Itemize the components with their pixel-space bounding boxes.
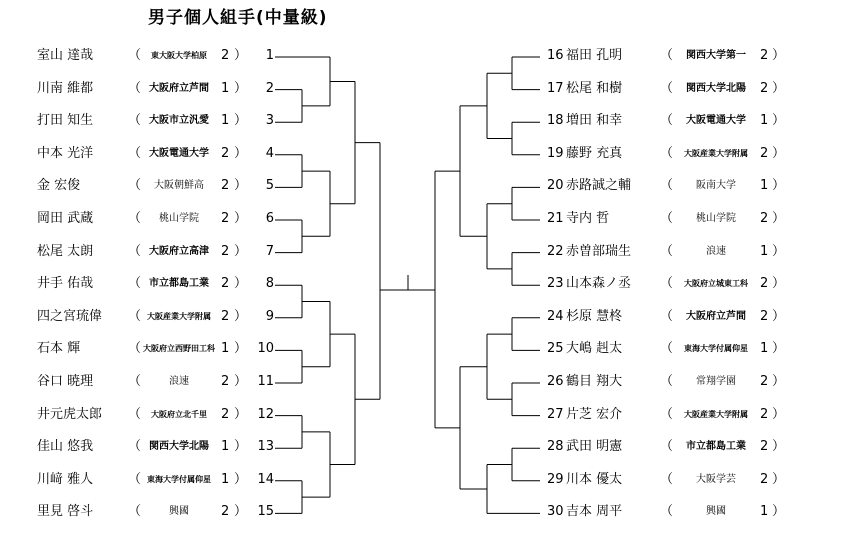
- open-paren: （: [128, 471, 142, 487]
- school-name: 大阪府立北千里: [151, 409, 207, 419]
- open-paren: （: [128, 276, 142, 292]
- grade: 1: [760, 243, 769, 259]
- entry-number: 9: [265, 308, 274, 324]
- grade: 2: [760, 145, 769, 161]
- open-paren: （: [660, 504, 674, 520]
- entrant-name: 武田 明憲: [566, 439, 623, 455]
- entry-number: 30: [547, 504, 564, 520]
- school-name: 阪南大学: [696, 180, 736, 192]
- school-name: 関西大学第一: [686, 50, 746, 61]
- entry-number: 1: [265, 48, 274, 63]
- open-paren: （: [128, 504, 142, 520]
- close-paren: ）: [772, 471, 786, 487]
- close-paren: ）: [234, 308, 248, 324]
- entry-number: 19: [547, 145, 564, 161]
- close-paren: ）: [772, 308, 786, 324]
- school-name: 大阪府立芦間: [686, 310, 746, 322]
- school-name: 関西大学北陽: [149, 441, 209, 453]
- entry-number: 16: [547, 48, 564, 63]
- school-name: 東海大学付属仰星: [147, 474, 211, 484]
- open-paren: （: [128, 406, 142, 422]
- entry-number: 18: [547, 113, 564, 129]
- close-paren: ）: [772, 374, 786, 389]
- entrant-name: 谷口 暁理: [37, 374, 94, 389]
- open-paren: （: [660, 374, 674, 389]
- grade: 2: [221, 374, 230, 389]
- close-paren: ）: [234, 113, 248, 129]
- close-paren: ）: [234, 374, 248, 389]
- entrant-name: 松尾 和樹: [566, 80, 623, 96]
- open-paren: （: [128, 341, 142, 357]
- open-paren: （: [128, 48, 142, 63]
- close-paren: ）: [772, 178, 786, 194]
- open-paren: （: [128, 113, 142, 129]
- entrant-name: 赤曽部瑞生: [566, 243, 632, 259]
- entry-number: 4: [265, 145, 274, 161]
- open-paren: （: [128, 439, 142, 455]
- close-paren: ）: [772, 113, 786, 129]
- entry-number: 20: [547, 178, 564, 194]
- school-name: 浪速: [169, 376, 189, 387]
- school-name: 大阪電通大学: [686, 115, 746, 127]
- entry-number: 23: [547, 276, 564, 292]
- close-paren: ）: [772, 80, 786, 96]
- entry-number: 11: [257, 374, 274, 389]
- school-name: 興國: [706, 506, 726, 518]
- grade: 1: [221, 113, 230, 129]
- school-name: 関西大学北陽: [686, 82, 746, 94]
- entrant-name: 片芝 宏介: [566, 406, 623, 422]
- open-paren: （: [660, 471, 674, 487]
- open-paren: （: [660, 439, 674, 455]
- open-paren: （: [660, 48, 674, 63]
- open-paren: （: [128, 178, 142, 194]
- grade: 2: [221, 406, 230, 422]
- entrant-name: 佳山 悠我: [37, 439, 94, 455]
- open-paren: （: [128, 211, 142, 226]
- entry-number: 26: [547, 374, 564, 389]
- close-paren: ）: [772, 243, 786, 259]
- entrant-name: 中本 光洋: [37, 145, 94, 161]
- page-title: 男子個人組手(中量級): [148, 8, 328, 28]
- grade: 2: [221, 504, 230, 520]
- close-paren: ）: [234, 80, 248, 96]
- close-paren: ）: [234, 504, 248, 520]
- entry-number: 13: [257, 439, 274, 455]
- entry-number: 25: [547, 341, 564, 357]
- open-paren: （: [128, 374, 142, 389]
- grade: 2: [760, 471, 769, 487]
- entrant-name: 室山 達哉: [37, 48, 94, 63]
- school-name: 東海大学付属仰星: [684, 344, 748, 354]
- entrant-name: 吉本 周平: [566, 504, 623, 520]
- entry-number: 27: [547, 406, 564, 422]
- grade: 1: [221, 341, 230, 357]
- grade: 2: [221, 308, 230, 324]
- entry-number: 5: [265, 178, 274, 194]
- school-name: 大阪朝鮮高: [154, 180, 204, 192]
- open-paren: （: [128, 243, 142, 259]
- grade: 2: [760, 211, 769, 226]
- school-name: 桃山学院: [159, 213, 199, 224]
- grade: 2: [221, 145, 230, 161]
- open-paren: （: [128, 145, 142, 161]
- close-paren: ）: [234, 471, 248, 487]
- grade: 2: [760, 80, 769, 96]
- school-name: 常翔学園: [696, 376, 736, 387]
- school-name: 大阪産業大学附属: [684, 409, 748, 419]
- entry-number: 10: [257, 341, 274, 357]
- entrant-name: 山本森ノ丞: [566, 276, 632, 292]
- entrant-name: 増田 和幸: [566, 113, 623, 129]
- entry-number: 17: [547, 80, 564, 96]
- entrant-name: 石本 輝: [37, 341, 81, 357]
- open-paren: （: [128, 80, 142, 96]
- grade: 1: [760, 504, 769, 520]
- grade: 2: [221, 243, 230, 259]
- grade: 2: [760, 406, 769, 422]
- grade: 2: [221, 48, 230, 63]
- school-name: 大阪電通大学: [149, 147, 209, 159]
- close-paren: ）: [772, 211, 786, 226]
- school-name: 興國: [169, 506, 189, 518]
- close-paren: ）: [234, 48, 248, 63]
- grade: 2: [760, 276, 769, 292]
- close-paren: ）: [234, 178, 248, 194]
- school-name: 東大阪大学柏原: [151, 51, 207, 60]
- school-name: 大阪府立西野田工科: [143, 344, 215, 354]
- entry-number: 14: [257, 471, 274, 487]
- close-paren: ）: [234, 243, 248, 259]
- entry-number: 2: [265, 80, 274, 96]
- open-paren: （: [660, 211, 674, 226]
- school-name: 大阪産業大学附属: [684, 148, 748, 158]
- close-paren: ）: [234, 276, 248, 292]
- entrant-name: 川南 維都: [37, 80, 94, 96]
- entrant-name: 松尾 太朗: [37, 243, 94, 259]
- entrant-name: 川本 優太: [566, 471, 623, 487]
- open-paren: （: [660, 243, 674, 259]
- close-paren: ）: [772, 48, 786, 63]
- close-paren: ）: [234, 145, 248, 161]
- school-name: 浪速: [706, 245, 726, 257]
- close-paren: ）: [772, 406, 786, 422]
- grade: 2: [760, 439, 769, 455]
- grade: 2: [221, 211, 230, 226]
- entrant-name: 打田 知生: [37, 113, 94, 129]
- school-name: 大阪産業大学附属: [147, 311, 211, 321]
- entry-number: 7: [265, 243, 274, 259]
- close-paren: ）: [772, 145, 786, 161]
- grade: 2: [221, 276, 230, 292]
- entrant-name: 杉原 慧柊: [566, 308, 623, 324]
- entrant-name: 四之宮琉偉: [37, 308, 103, 324]
- close-paren: ）: [772, 504, 786, 520]
- entry-number: 6: [265, 211, 274, 226]
- entry-number: 22: [547, 243, 564, 259]
- open-paren: （: [660, 113, 674, 129]
- entry-number: 29: [547, 471, 564, 487]
- open-paren: （: [660, 406, 674, 422]
- entrant-name: 赤路誠之輔: [566, 178, 632, 194]
- open-paren: （: [660, 145, 674, 161]
- open-paren: （: [660, 178, 674, 194]
- entry-number: 28: [547, 439, 564, 455]
- entrant-name: 井手 佑哉: [37, 276, 94, 292]
- close-paren: ）: [234, 439, 248, 455]
- grade: 2: [221, 178, 230, 194]
- entrant-name: 寺内 哲: [566, 211, 610, 226]
- school-name: 大阪府立芦間: [149, 82, 209, 94]
- school-name: 大阪市立汎愛: [149, 115, 209, 127]
- school-name: 大阪府立高津: [149, 245, 209, 257]
- entry-number: 8: [265, 276, 274, 292]
- grade: 1: [760, 341, 769, 357]
- school-name: 市立都島工業: [149, 278, 209, 290]
- grade: 1: [760, 113, 769, 129]
- entry-number: 15: [257, 504, 274, 520]
- close-paren: ）: [772, 276, 786, 292]
- close-paren: ）: [234, 341, 248, 357]
- open-paren: （: [128, 308, 142, 324]
- entry-number: 12: [257, 406, 274, 422]
- entrant-name: 金 宏俊: [37, 178, 81, 194]
- entrant-name: 井元虎太郎: [37, 406, 103, 422]
- open-paren: （: [660, 276, 674, 292]
- close-paren: ）: [234, 406, 248, 422]
- entrant-name: 鶴目 翔大: [566, 374, 623, 389]
- entrant-name: 福田 孔明: [566, 48, 623, 63]
- school-name: 大阪府立城東工科: [684, 279, 748, 289]
- grade: 2: [760, 374, 769, 389]
- entry-number: 21: [547, 211, 564, 226]
- grade: 1: [221, 80, 230, 96]
- school-name: 桃山学院: [696, 213, 736, 224]
- school-name: 市立都島工業: [686, 441, 746, 453]
- entrant-name: 里見 啓斗: [37, 504, 94, 520]
- entrant-name: 岡田 武蔵: [37, 211, 94, 226]
- open-paren: （: [660, 341, 674, 357]
- grade: 1: [221, 471, 230, 487]
- grade: 2: [760, 48, 769, 63]
- school-name: 大阪学芸: [696, 473, 736, 485]
- entry-number: 3: [265, 113, 274, 129]
- close-paren: ）: [234, 211, 248, 226]
- entry-number: 24: [547, 308, 564, 324]
- close-paren: ）: [772, 341, 786, 357]
- grade: 1: [760, 178, 769, 194]
- grade: 2: [760, 308, 769, 324]
- open-paren: （: [660, 80, 674, 96]
- entrant-name: 川﨑 雅人: [37, 471, 94, 487]
- grade: 1: [221, 439, 230, 455]
- close-paren: ）: [772, 439, 786, 455]
- entrant-name: 藤野 充真: [566, 145, 623, 161]
- entrant-name: 大嶋 赳太: [566, 341, 623, 357]
- open-paren: （: [660, 308, 674, 324]
